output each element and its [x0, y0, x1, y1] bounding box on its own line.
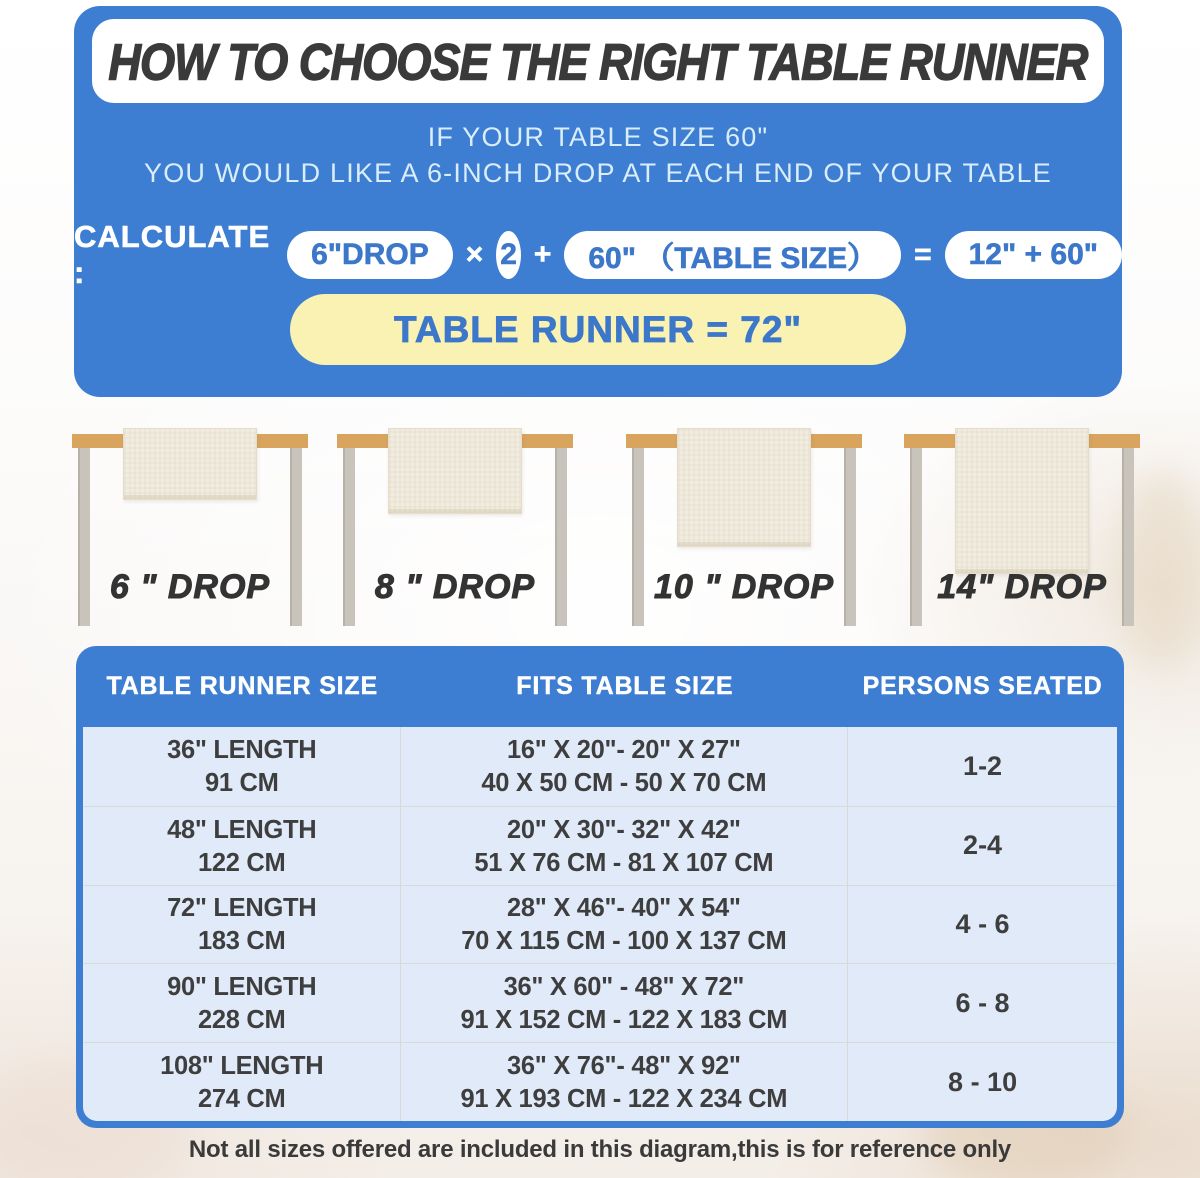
persons-cell: 1-2	[963, 750, 1003, 781]
table-size-pill: 60" （TABLE SIZE）	[564, 231, 901, 279]
title-box	[92, 19, 1104, 103]
page-title: HOW TO CHOOSE THE RIGHT TABLE RUNNER	[108, 32, 1088, 90]
calculate-label: CALCULATE :	[74, 219, 271, 290]
fits-size-cell: 28" X 46"- 40" X 54" 70 X 115 CM - 100 X 137 CM	[401, 886, 848, 964]
runner-cloth	[388, 428, 522, 514]
drop-figure-10	[626, 428, 862, 632]
fits-size-cell: 16" X 20"- 20" X 27" 40 X 50 CM - 50 X 70 CM	[401, 727, 848, 806]
result-pill	[290, 294, 906, 365]
plus-operator: +	[533, 238, 552, 271]
runner-size-cell: 48" LENGTH 122 CM	[83, 807, 401, 885]
multiply-operator: ×	[465, 238, 484, 271]
runner-cloth	[123, 428, 257, 500]
equals-operator: =	[914, 238, 932, 271]
runner-cloth	[677, 428, 811, 547]
size-chart-header	[83, 646, 1117, 727]
drop-value-pill: 6"DROP	[287, 231, 453, 279]
size-chart	[76, 646, 1124, 1128]
column-header-fits-table: FITS TABLE SIZE	[516, 672, 734, 700]
persons-cell: 8 - 10	[948, 1066, 1018, 1097]
sum-value-pill: 12" + 60"	[945, 231, 1122, 279]
fits-size-cell: 36" X 76"- 48" X 92" 91 X 193 CM - 122 X 234 CM	[401, 1043, 848, 1121]
persons-cell: 6 - 8	[955, 987, 1010, 1018]
fits-size-cell: 36" X 60" - 48" X 72" 91 X 152 CM - 122 X 183 CM	[401, 964, 848, 1042]
runner-size-cell: 36" LENGTH 91 CM	[83, 727, 401, 806]
runner-cloth	[955, 428, 1089, 574]
drop-label: 14" DROP	[937, 568, 1107, 606]
fits-size-cell: 20" X 30"- 32" X 42" 51 X 76 CM - 81 X 107 CM	[401, 807, 848, 885]
subtitle-line-2: YOU WOULD LIKE A 6-INCH DROP AT EACH END OF YOUR TABLE	[143, 158, 1052, 188]
table-row	[83, 1042, 1117, 1121]
table-row	[83, 727, 1117, 806]
drop-label: 8 " DROP	[374, 568, 536, 606]
table-row	[83, 806, 1117, 885]
runner-size-cell: 108" LENGTH 274 CM	[83, 1043, 401, 1121]
multiplier-badge: 2	[496, 231, 521, 279]
table-row	[83, 963, 1117, 1042]
runner-size-cell: 72" LENGTH 183 CM	[83, 886, 401, 964]
drop-label: 10 " DROP	[653, 568, 835, 606]
drop-figure-14	[904, 428, 1140, 632]
column-header-persons: PERSONS SEATED	[862, 672, 1103, 700]
result-text: TABLE RUNNER = 72"	[394, 308, 802, 350]
persons-cell: 4 - 6	[955, 908, 1010, 939]
persons-cell: 2-4	[963, 830, 1003, 861]
drop-label: 6 " DROP	[109, 568, 271, 606]
runner-size-cell: 90" LENGTH 228 CM	[83, 964, 401, 1042]
drop-figure-6	[72, 428, 308, 632]
size-chart-body	[83, 727, 1117, 1121]
footer-note: Not all sizes offered are included in this diagram,this is for reference only	[188, 1136, 1012, 1163]
hero-panel	[74, 6, 1122, 397]
drop-figure-8	[337, 428, 573, 632]
formula-row	[74, 219, 1122, 290]
subtitle-line-1: IF YOUR TABLE SIZE 60"	[427, 122, 769, 152]
column-header-runner-size: TABLE RUNNER SIZE	[106, 672, 378, 700]
table-row	[83, 885, 1117, 964]
